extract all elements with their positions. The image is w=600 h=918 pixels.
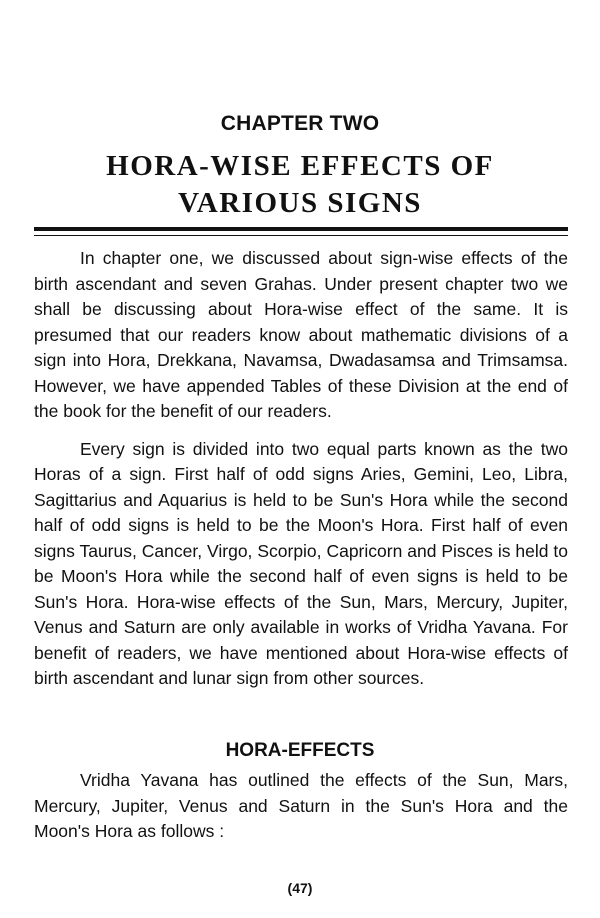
paragraph-intro: In chapter one, we discussed about sign-wise effects of the birth ascendant and seven Grahas. Under present chapter two we shall be discussing about Hora-wise effect of the same. It is presumed that our readers know about mathematic divisions of a sign into Hora, Drekkana, Navamsa, Dwadasamsa and Trimsamsa. However, we have appended Tables of these Division at the end of the book for the benefit of our readers. bbox=[34, 248, 568, 421]
section-body bbox=[34, 768, 568, 845]
paragraph-hora-effects: Vridha Yavana has outlined the effects of the Sun, Mars, Mercury, Jupiter, Venus and Saturn in the Sun's Hora and the Moon's Hora as follows : bbox=[34, 770, 568, 841]
body-text bbox=[34, 246, 568, 692]
chapter-title bbox=[0, 148, 600, 222]
chapter-label: CHAPTER TWO bbox=[220, 112, 380, 135]
paragraph-horas: Every sign is divided into two equal parts known as the two Horas of a sign. First half of odd signs Aries, Gemini, Leo, Libra, Sagittarius and Aquarius is held to be Sun's Hora while the second half of odd signs is held to be the Moon's Hora. First half of even signs Taurus, Cancer, Virgo, Scorpio, Capricorn and Pisces is held to be Moon's Hora while the second half of even signs is held to be Sun's Hora. Hora-wise effects of the Sun, Mars, Mercury, Jupiter, Venus and Saturn are only available in works of Vridha Yavana. For benefit of readers, we have mentioned about Hora-wise effects of birth ascendant and lunar sign from other sources. bbox=[34, 438, 568, 688]
title-divider-thick bbox=[34, 227, 568, 231]
chapter-title-line-2: VARIOUS SIGNS bbox=[178, 187, 422, 219]
chapter-title-line-1: HORA-WISE EFFECTS OF bbox=[106, 150, 494, 182]
page-number: (47) bbox=[287, 880, 313, 896]
title-divider-thin bbox=[34, 235, 568, 236]
section-heading: HORA-EFFECTS bbox=[225, 740, 375, 761]
